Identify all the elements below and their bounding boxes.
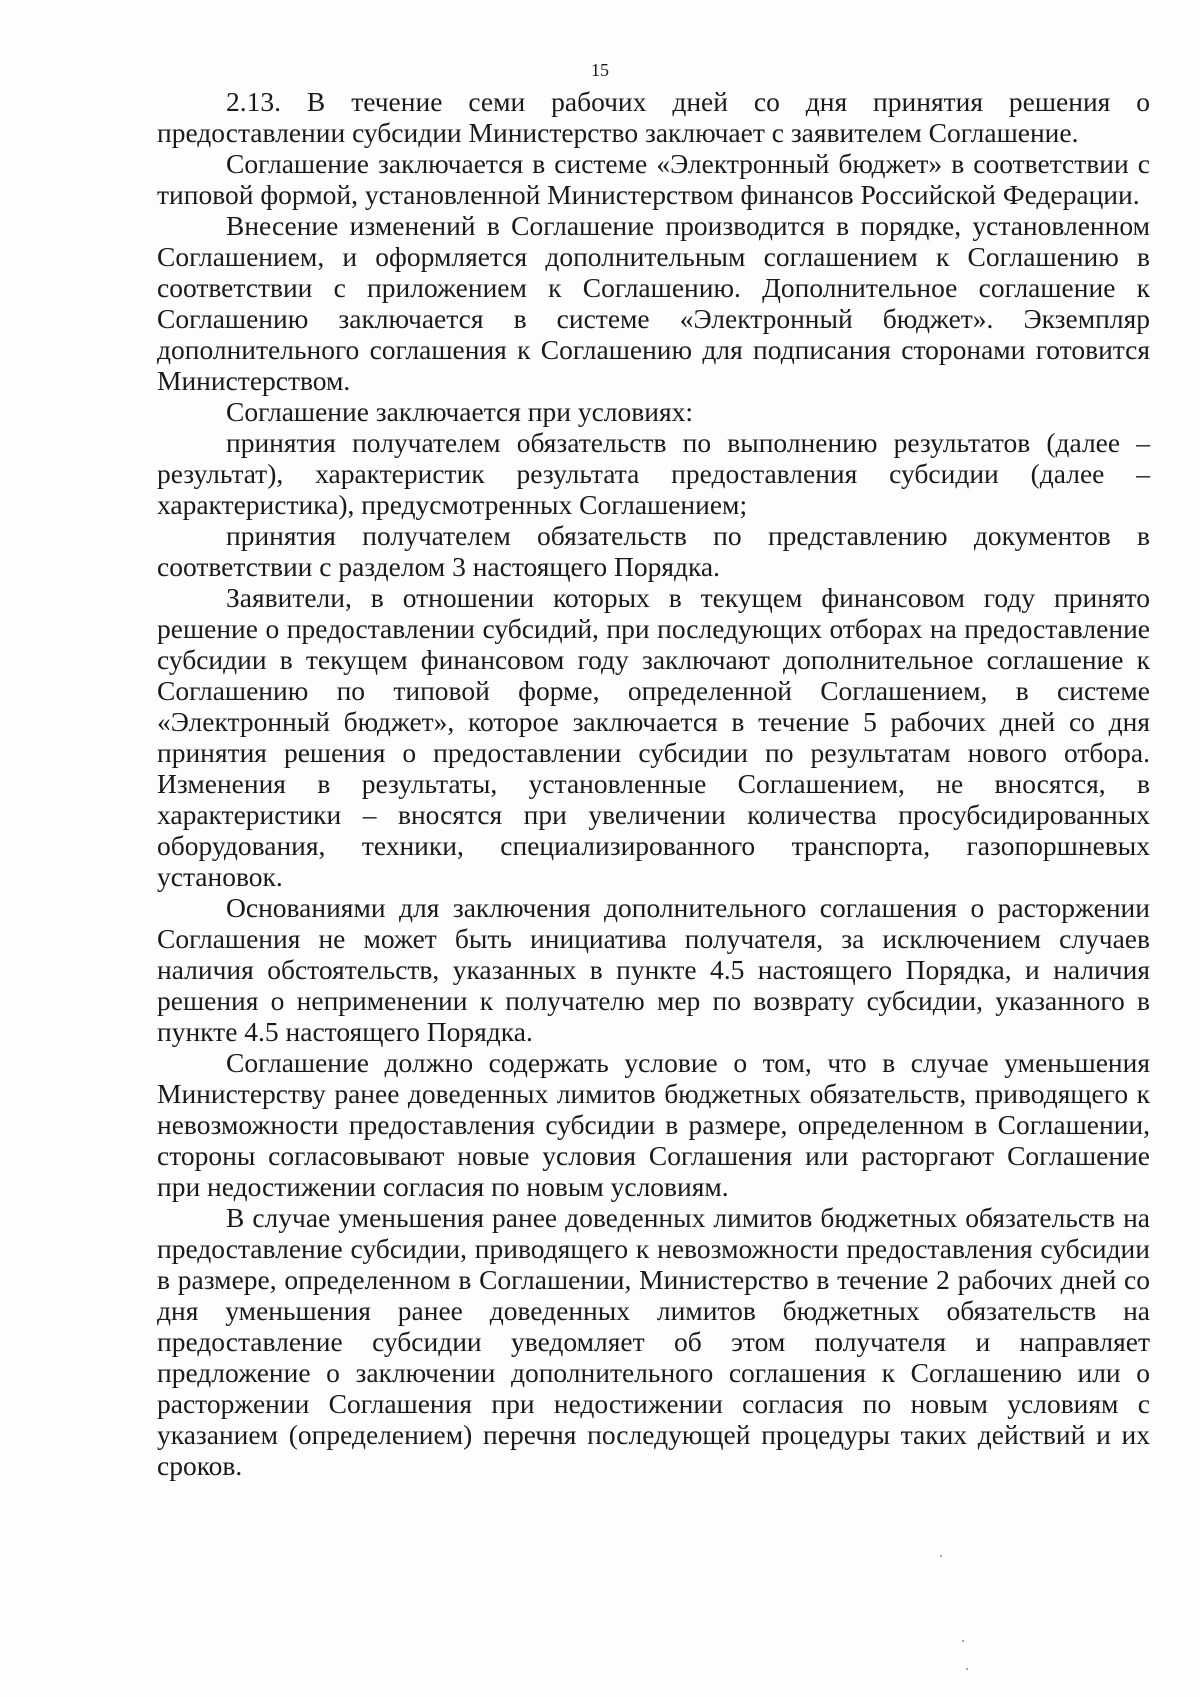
- body-text: [157, 86, 1150, 1481]
- scan-speck: [962, 1640, 964, 1642]
- paragraph-conditions-intro: Соглашение заключается при условиях:: [226, 396, 694, 427]
- paragraph-condition-documents: принятия получателем обязательств по представлению документов в соответствии с разделом 3 настоящего Порядка.: [157, 520, 1150, 582]
- scan-speck: [940, 1555, 942, 1557]
- paragraph-limits-condition: Соглашение должно содержать условие о том, что в случае уменьшения Министерству ранее доведенных лимитов бюджетных обязательств, приводящего к невозможности предоставления субсидии в размере, определенном в Соглашении, стороны согласовывают новые условия Соглашения или расторгают Соглашение при недостижении согласия по новым условиям.: [157, 1047, 1150, 1202]
- paragraph-additional-agreement: Заявители, в отношении которых в текущем финансовом году принято решение о предоставлении субсидий, при последующих отборах на предоставление субсидии в текущем финансовом году заключают дополнительное соглашение к Соглашению по типовой форме, определенной Соглашением, в системе «Электронный бюджет», которое заключается в течение 5 рабочих дней со дня принятия решения о предоставлении субсидии по результатам нового отбора. Изменения в результаты, установленные Соглашением, не вносятся, в характеристики – вносятся при увеличении количества просубсидированных оборудования, техники, специализированного транспорта, газопоршневых установок.: [157, 582, 1150, 892]
- paragraph-electronic-budget: Соглашение заключается в системе «Электронный бюджет» в соответствии с типовой формой, установленной Министерством финансов Российской Федерации.: [157, 148, 1150, 210]
- paragraph-limits-reduction: В случае уменьшения ранее доведенных лимитов бюджетных обязательств на предоставление субсидии, приводящего к невозможности предоставления субсидии в размере, определенном в Соглашении, Министерство в течение 2 рабочих дней со дня уменьшения ранее доведенных лимитов бюджетных обязательств на предоставление субсидии уведомляет об этом получателя и направляет предложение о заключении дополнительного соглашения к Соглашению или о расторжении Соглашения при недостижении согласия по новым условиям с указанием (определением) перечня последующей процедуры таких действий и их сроков.: [157, 1202, 1150, 1481]
- page-number: 15: [591, 60, 609, 80]
- paragraph-amendments: Внесение изменений в Соглашение производится в порядке, установленном Соглашением, и оформляется дополнительным соглашением к Соглашению в соответствии с приложением к Соглашению. Дополнительное соглашение к Соглашению заключается в системе «Электронный бюджет». Экземпляр дополнительного соглашения к Соглашению для подписания сторонами готовится Министерством.: [157, 210, 1150, 396]
- scan-speck: [966, 1668, 968, 1670]
- paragraph-termination-grounds: Основаниями для заключения дополнительного соглашения о расторжении Соглашения не может быть инициатива получателя, за исключением случаев наличия обстоятельств, указанных в пункте 4.5 настоящего Порядка, и наличия решения о неприменении к получателю мер по возврату субсидии, указанного в пункте 4.5 настоящего Порядка.: [157, 892, 1150, 1047]
- paragraph-condition-results: принятия получателем обязательств по выполнению результатов (далее – результат), характеристик результата предоставления субсидии (далее – характеристика), предусмотренных Соглашением;: [157, 427, 1150, 520]
- paragraph-2-13: 2.13. В течение семи рабочих дней со дня принятия решения о предоставлении субсидии Министерство заключает с заявителем Соглашение.: [157, 86, 1150, 148]
